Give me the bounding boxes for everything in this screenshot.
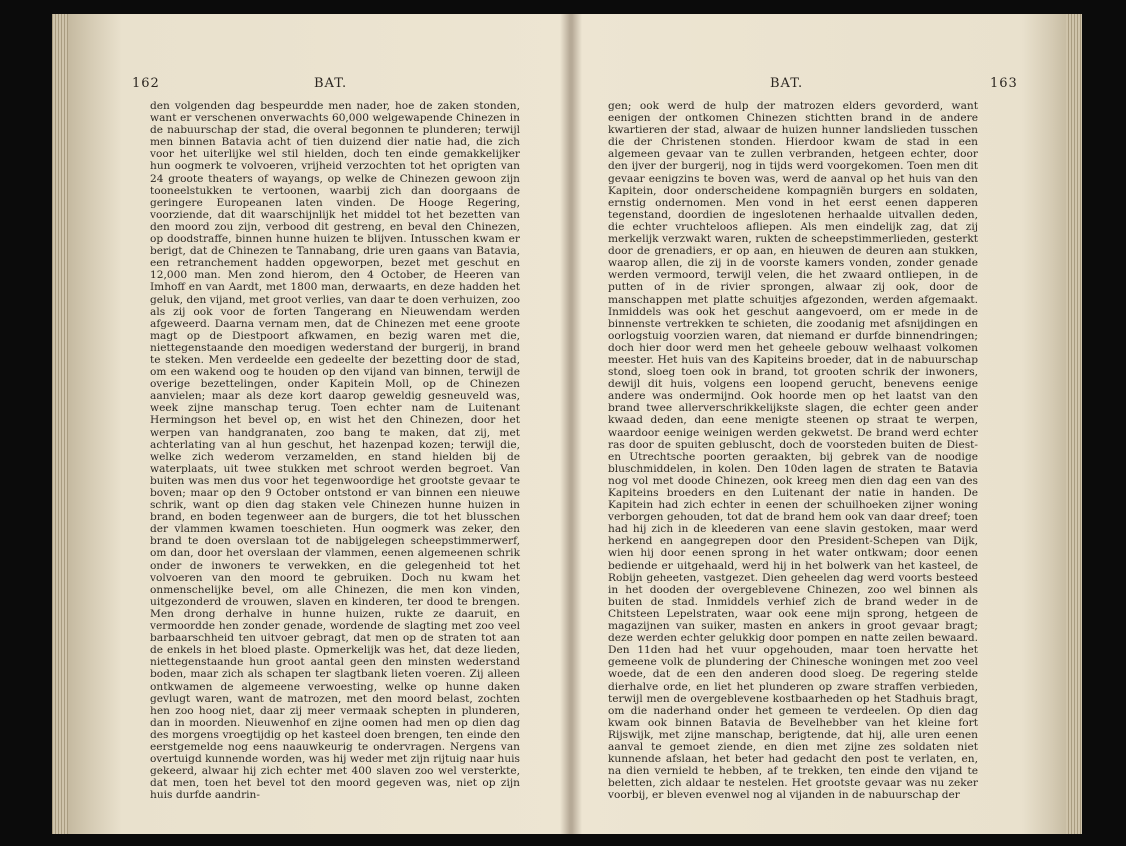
page-edges-right xyxy=(1066,14,1082,834)
left-running-head: BAT. xyxy=(314,76,348,91)
left-page-number: 162 xyxy=(132,76,160,91)
right-page-body xyxy=(608,100,978,801)
right-page xyxy=(570,14,1082,834)
left-body-text: den volgenden dag bespeurdde men nader, hoe de zaken stonden, want er verschenen onverwachts 60,000 welgewapende Chinezen in de nabuurschap der stad, die overal begonnen te plunderen; terwijl men binnen Batavia acht of tien duizend dier natie had, die zich voor het uiterlijke wel stil hielden, doch ten einde gemakkelijker hun oogmerk te volvoeren, vrijheid verzochten tot het oprigten van 24 groote theaters of wayangs, op welke de Chinezen gewoon zijn tooneelstukken te vertoonen, waarbij zich dan doorgaans de geringere Europeanen laten vinden. De Hooge Regering, voorziende, dat dit waarschijnlijk het middel tot het bezetten van den moord zou zijn, verbood dit gestreng, en beval den Chinezen, op doodstraffe, binnen hunne huizen te blijven. Intusschen kwam er berigt, dat de Chinezen te Tannabang, drie uren gaans van Batavia, een retranchement hadden opgeworpen, bezet met geschut en 12,000 man. Men zond hierom, den 4 October, de Heeren van Imhoff en van Aardt, met 1800 man, derwaarts, en deze hadden het geluk, den vijand, met groot verlies, van daar te doen verhuizen, zoo als zij ook voor de forten Tangerang en Nieuwendam werden afgeweerd. Daarna vernam men, dat de Chinezen met eene groote magt op de Diestpoort afkwamen, en bezig waren met die, niettegenstaande den moedigen wederstand der burgerij, in brand te steken. Men verdeelde een gedeelte der bezetting door de stad, om een wakend oog te houden op den vijand van binnen, terwijl de overige bezettelingen, onder Kapitein Moll, op de Chinezen aanvielen; maar als deze kort daarop geweldig gesneuveld was, week zijne manschap terug. Toen echter nam de Luitenant Hermingson het bevel op, en wist het den Chinezen, door het werpen van handgranaten, zoo bang te maken, dat zij, met achterlating van al hun geschut, het hazenpad kozen; terwijl die, welke zich wederom verzamelden, en stand hielden bij de waterplaats, uit twee stukken met schroot werden begroet. Van buiten was men dus voor het tegenwoordige het grootste gevaar te boven; maar op den 9 October ontstond er van binnen een nieuwe schrik, want op dien dag staken vele Chinezen hunne huizen in brand, en boden tegenweer aan de burgers, die tot het blusschen der vlammen kwamen toeschieten. Hun oogmerk was zeker, den brand te doen overslaan tot de nabijgelegen scheepstimmerwerf, om dan, door het overslaan der vlammen, eenen algemeenen schrik onder de inwoners te verwekken, en die gelegenheid tot het volvoeren van den moord te gebruiken. Doch nu kwam het onmenschelijke bevel, om alle Chinezen, die men kon vinden, uitgezonderd de vrouwen, slaven en kinderen, ter dood te brengen. Men drong derhalve in hunne huizen, rukte ze daaruit, en vermoordde hen zonder genade, wordende de slagting met zoo veel barbaarschheid ten uitvoer gebragt, dat men op de straten tot aan de enkels in het bloed plaste. Opmerkelijk was het, dat deze lieden, niettegenstaande hun groot aantal geen den minsten wederstand boden, maar zich als schapen ter slagtbank lieten voeren. Zij alleen ontkwamen de algemeene verwoesting, welke op hunne daken gevlugt waren, want de matrozen, met den moord belast, zochten hen zoo hoog niet, daar zij meer vermaak schepten in plunderen, dan in moorden. Nieuwenhof en zijne oomen had men op dien dag des morgens vroegtijdig op het kasteel doen brengen, ten einde den eerstgemelde nog eens naauwkeurig te ondervragen. Nergens van overtuigd kunnende worden, was hij weder met zijn rijtuig naar huis gekeerd, alwaar hij zich echter met 400 slaven zoo wel versterkte, dat men, toen het bevel tot den moord gegeven was, niet op zijn huis durfde aandrin- xyxy=(150,100,520,802)
left-page xyxy=(52,14,570,834)
open-book xyxy=(52,14,1082,834)
right-body-text: gen; ook werd de hulp der matrozen elders gevorderd, want eenigen der ontkomen Chinezen stichtten brand in de andere kwartieren der stad, alwaar de huizen hunner landslieden tusschen die der Christenen stonden. Hierdoor kwam de stad in een algemeen gevaar van te zullen verbranden, hetgeen echter, door den ijver der burgerij, nog in tijds werd voorgekomen. Toen men dit gevaar eenigzins te boven was, werd de aanval op het huis van den Kapitein, door onderscheidene kompagniën burgers en soldaten, ernstig ondernomen. Men vond in het eerst eenen dapperen tegenstand, doordien de ingeslotenen herhaalde uitvallen deden, die echter vruchteloos afliepen. Als men eindelijk zag, dat zij merkelijk verzwakt waren, rukten de scheepstimmerlieden, gesterkt door de grenadiers, er op aan, en hieuwen de deuren aan stukken, waarop allen, die zij in de voorste kamers vonden, zonder genade werden vermoord, terwijl velen, die het zwaard ontliepen, in de putten of in de rivier sprongen, alwaar zij ook, door de manschappen met platte schuitjes afgezonden, werden afgemaakt. Inmiddels was ook het geschut aangevoerd, om er mede in de binnenste vertrekken te schieten, die zoodanig met afsnijdingen en oorlogstuig voorzien waren, dat niemand er durfde binnendringen; doch hier door werd men het geheele gebouw welhaast volkomen meester. Het huis van des Kapiteins broeder, dat in de nabuurschap stond, sloeg toen ook in brand, tot grooten schrik der inwoners, dewijl dit huis, volgens een loopend gerucht, benevens eenige andere was ondermijnd. Ook hoorde men op het laatst van den brand twee allerverschrikkelijkste slagen, die echter geen ander kwaad deden, dan eene menigte steenen op straat te werpen, waardoor eenige weinigen werden gekwetst. De brand werd echter ras door de spuiten gebluscht, doch de voorsteden buiten de Diest- en Utrechtsche poorten geraakten, bij gebrek van de noodige bluschmiddelen, in kolen. Den 10den lagen de straten te Batavia nog vol met doode Chinezen, ook kreeg men dien dag een van des Kapiteins broeders en den Luitenant der natie in handen. De Kapitein had zich echter in eenen der schuilhoeken zijner woning verborgen gehouden, tot dat de brand hem ook van daar dreef; toen had hij zich in de kleederen van eene slavin gestoken, maar werd herkend en aangegrepen door den President-Schepen van Dijk, wien hij door eenen sprong in het water ontkwam; door eenen bediende er uitgehaald, werd hij in het bolwerk van het kasteel, de Robijn geheeten, vastgezet. Dien geheelen dag werd voorts besteed in het dooden der overgeblevene Chinezen, zoo wel binnen als buiten de stad. Inmiddels verhief zich de brand weder in de Chitsteen Lepelstraten, waar ook eene mijn sprong, hetgeen de magazijnen van suiker, masten en ankers in groot gevaar bragt; deze werden echter gelukkig door pompen en natte zeilen bewaard. Den 11den had het vuur opgehouden, maar toen hervatte het gemeene volk de plundering der Chinesche woningen met zoo veel woede, dat de een den anderen dood sloeg. De regering stelde dierhalve orde, en liet het plunderen op zware straffen verbieden, terwijl men de overgeblevene kostbaarheden op het Stadhuis bragt, om die naderhand onder het gemeen te verdeelen. Op dien dag kwam ook binnen Batavia de Bevelhebber van het kleine fort Rijswijk, met zijne manschap, berigtende, dat hij, alle uren eenen aanval te gemoet ziende, en dien met zijne zes soldaten niet kunnende afslaan, het beter had gedacht den post te verlaten, en, na dien vernield te hebben, af te trekken, ten einde den vijand te beletten, zich aldaar te nestelen. Het grootste gevaar was nu zeker voorbij, er bleven evenwel nog al vijanden in de nabuurschap der xyxy=(608,100,978,802)
book-gutter xyxy=(560,14,582,834)
right-running-head: BAT. xyxy=(770,76,804,91)
right-page-number: 163 xyxy=(990,76,1018,91)
left-page-body xyxy=(150,100,520,801)
page-edges-left xyxy=(52,14,68,834)
